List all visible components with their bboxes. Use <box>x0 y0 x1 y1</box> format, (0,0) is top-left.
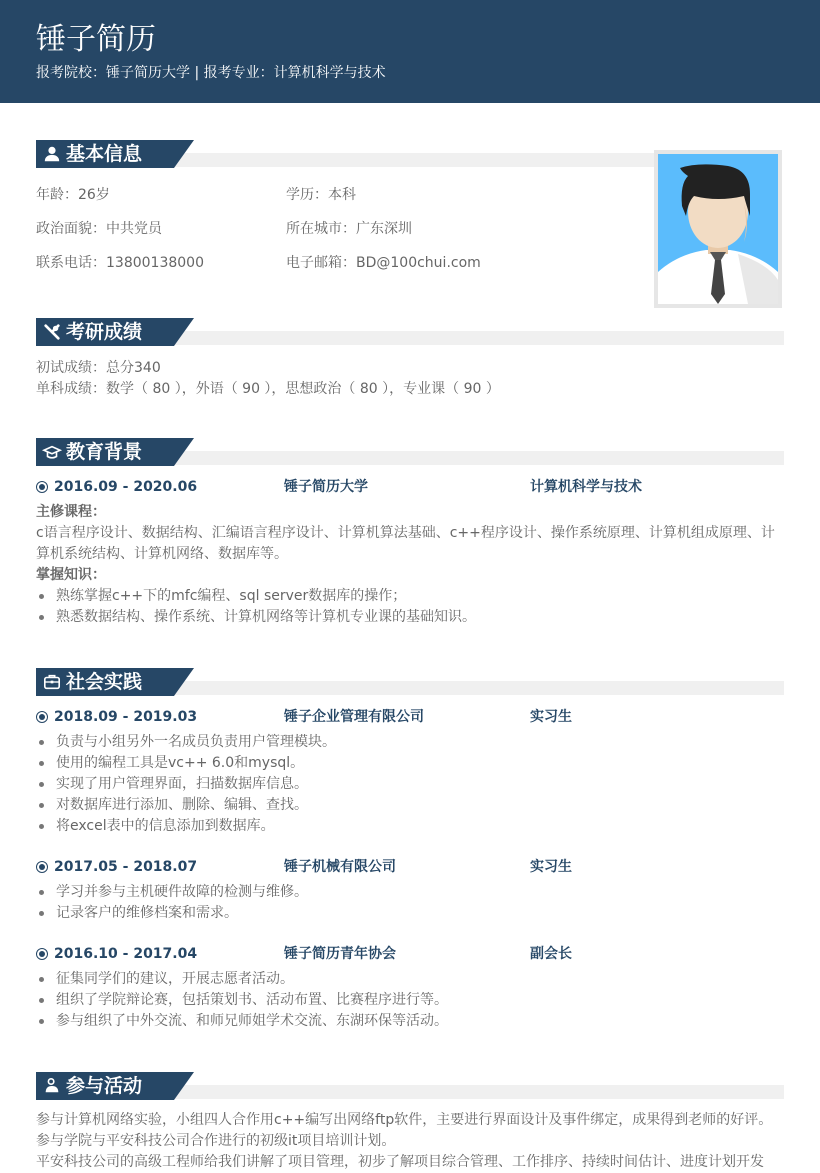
practice-entry-header <box>36 943 784 965</box>
header-band <box>0 0 820 103</box>
list-item: 学习并参与主机硬件故障的检测与维修。 <box>36 882 784 903</box>
duty-list <box>36 732 784 837</box>
list-item: 负责与小组另外一名成员负责用户管理模块。 <box>36 732 784 753</box>
section-education <box>36 438 784 625</box>
practice-entry-header <box>36 856 784 878</box>
section-header <box>36 1072 784 1102</box>
duty-list <box>36 969 784 1032</box>
list-item: 熟悉数据结构、操作系统、计算机网络等计算机专业课的基础知识。 <box>36 607 784 628</box>
list-item: 参与组织了中外交流、和师兄师姐学术交流、东湖环保等活动。 <box>36 1011 784 1032</box>
section-title-text: 参与活动 <box>66 1075 143 1097</box>
job-role: 实习生 <box>530 709 572 725</box>
tools-icon <box>42 322 62 342</box>
list-item: 征集同学们的建议，开展志愿者活动。 <box>36 969 784 990</box>
entry-date: 2017.05 - 2018.07 <box>36 856 284 878</box>
section-title-text: 考研成绩 <box>66 321 143 343</box>
section-activities <box>36 1072 784 1170</box>
skills-list <box>36 586 784 628</box>
basic-info-grid <box>36 185 556 287</box>
section-title <box>36 1072 174 1100</box>
briefcase-icon <box>42 672 62 692</box>
practice-entry <box>36 943 784 1032</box>
school-name: 锤子简历大学 <box>284 479 368 495</box>
list-item: 实现了用户管理界面，扫描数据库信息。 <box>36 774 784 795</box>
job-role: 实习生 <box>530 859 572 875</box>
major-name: 计算机科学与技术 <box>530 479 642 495</box>
section-header <box>36 318 784 348</box>
info-phone: 联系电话：13800138000 <box>36 255 204 271</box>
list-item: 熟练掌握c++下的mfc编程、sql server数据库的操作； <box>36 586 784 607</box>
section-scores <box>36 318 784 397</box>
section-title <box>36 318 174 346</box>
info-row <box>36 185 556 219</box>
total-score: 初试成绩：总分340 <box>36 360 161 376</box>
user-icon <box>42 144 62 164</box>
section-title <box>36 438 174 466</box>
courses-label: 主修课程： <box>36 504 106 520</box>
section-title-text: 教育背景 <box>66 441 143 463</box>
activities-content <box>36 1110 796 1173</box>
entry-date: 2016.10 - 2017.04 <box>36 943 284 965</box>
practice-entry <box>36 706 784 837</box>
company-name: 锤子简历青年协会 <box>284 946 396 962</box>
entry-date: 2016.09 - 2020.06 <box>36 476 284 498</box>
entry-date: 2018.09 - 2019.03 <box>36 706 284 728</box>
education-content <box>36 476 784 628</box>
duty-list <box>36 882 784 924</box>
practice-entry-header <box>36 706 784 728</box>
graduation-cap-icon <box>42 442 62 462</box>
list-item: 记录客户的维修档案和需求。 <box>36 903 784 924</box>
scores-content <box>36 358 500 400</box>
resume-subtitle: 报考院校：锤子简历大学 | 报考专业：计算机科学与技术 <box>36 65 386 81</box>
list-item: 组织了学院辩论赛，包括策划书、活动布置、比赛程序进行等。 <box>36 990 784 1011</box>
company-name: 锤子企业管理有限公司 <box>284 709 424 725</box>
list-item: 将excel表中的信息添加到数据库。 <box>36 816 784 837</box>
practice-entry <box>36 856 784 924</box>
section-title-text: 基本信息 <box>66 143 143 165</box>
company-name: 锤子机械有限公司 <box>284 859 396 875</box>
activity-line: 参与计算机网络实验，小组四人合作用c++编写出网络ftp软件，主要进行界面设计及事件绑定，成果得到老师的好评。 <box>36 1112 773 1128</box>
list-item: 使用的编程工具是vc++ 6.0和mysql。 <box>36 753 784 774</box>
section-title-text: 社会实践 <box>66 671 143 693</box>
activity-line: 平安科技公司的高级工程师给我们讲解了项目管理，初步了解项目综合管理、工作排序、持续时间估计、进度计划开发 <box>36 1154 764 1170</box>
person-icon <box>42 1076 62 1096</box>
job-role: 副会长 <box>530 946 572 962</box>
radio-dot-icon <box>36 861 48 873</box>
info-age: 年龄：26岁 <box>36 187 110 203</box>
radio-dot-icon <box>36 948 48 960</box>
profile-photo <box>654 150 782 308</box>
education-entry-header <box>36 476 784 498</box>
courses-text: c语言程序设计、数据结构、汇编语言程序设计、计算机算法基础、c++程序设计、操作系统原理、计算机组成原理、计算机系统结构、计算机网络、数据库等。 <box>36 525 775 562</box>
list-item: 对数据库进行添加、删除、编辑、查找。 <box>36 795 784 816</box>
section-header <box>36 438 784 468</box>
info-education: 学历：本科 <box>286 187 356 203</box>
subject-scores: 单科成绩：数学（ 80 ），外语（ 90 ），思想政治（ 80 ），专业课（ 90 ） <box>36 381 500 397</box>
avatar <box>658 154 778 304</box>
activity-line: 参与学院与平安科技公司合作进行的初级it项目培训计划。 <box>36 1133 396 1149</box>
section-title <box>36 140 174 168</box>
info-city: 所在城市：广东深圳 <box>286 221 412 237</box>
info-row <box>36 253 556 287</box>
info-political: 政治面貌：中共党员 <box>36 221 162 237</box>
resume-name: 锤子简历 <box>36 22 156 57</box>
section-header <box>36 668 784 698</box>
info-row <box>36 219 556 253</box>
radio-dot-icon <box>36 711 48 723</box>
section-practice <box>36 668 784 1029</box>
section-title <box>36 668 174 696</box>
radio-dot-icon <box>36 481 48 493</box>
skills-label: 掌握知识： <box>36 567 106 583</box>
info-email: 电子邮箱：BD@100chui.com <box>286 255 481 271</box>
